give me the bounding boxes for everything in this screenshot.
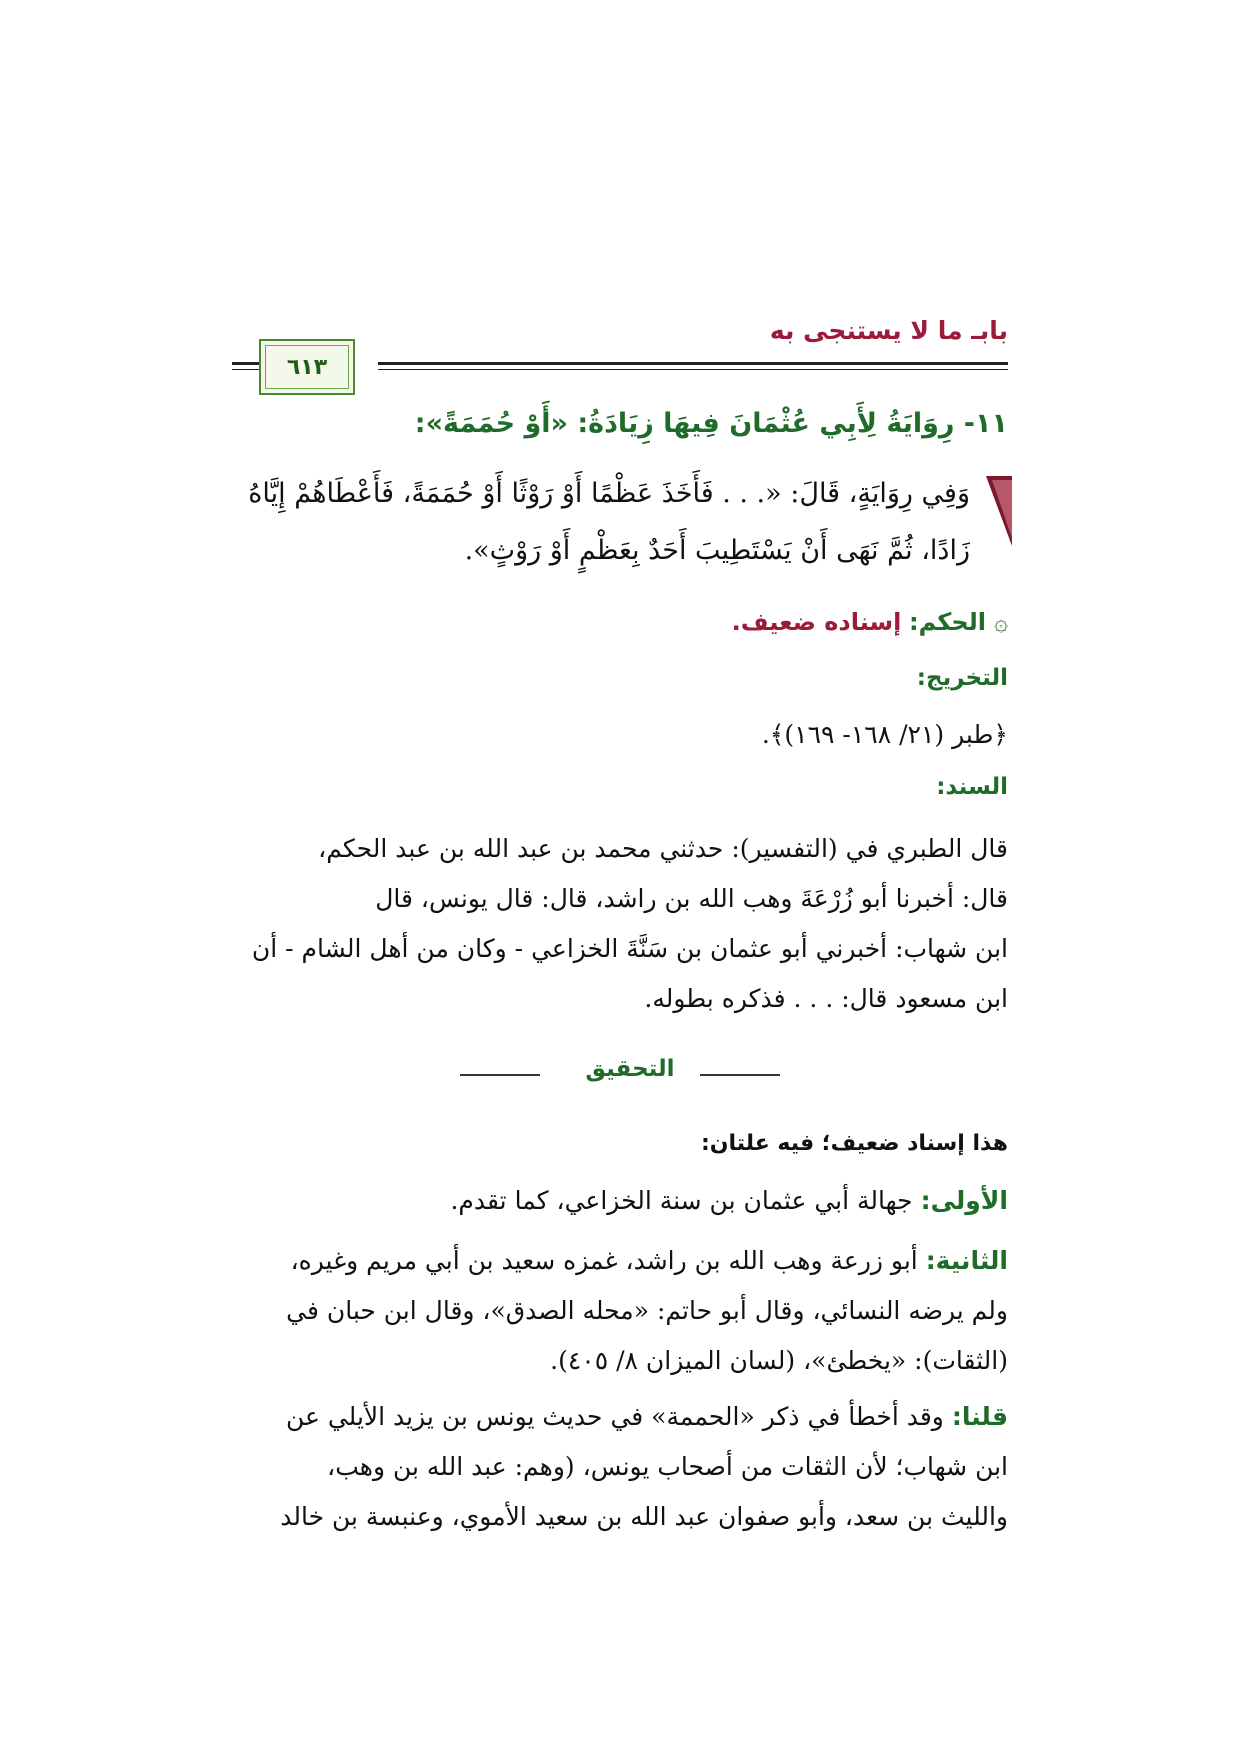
ruling-value: إسناده ضعيف. — [731, 608, 902, 636]
section-heading: ١١- رِوَايَةُ لِأَبِي عُثْمَانَ فِيهَا زِيَادَةُ: «أَوْ حُمَمَةً»: — [414, 408, 1008, 439]
rosette-icon: ۞ — [993, 608, 1008, 636]
header-rule-right-thin — [378, 369, 1008, 370]
header-rule-left-thin — [232, 369, 259, 370]
sanad-line: قال: أخبرنا أبو زُرْعَةَ وهب الله بن راشد، قال: قال يونس، قال — [375, 884, 1008, 913]
first-defect-line — [450, 1186, 1008, 1215]
divider-bar-right — [700, 1074, 780, 1076]
header-rule-right — [378, 362, 1008, 365]
second-defect-label: الثانية: — [925, 1246, 1008, 1275]
qulna-line: ابن شهاب؛ لأن الثقات من أصحاب يونس، (وهم: عبد الله بن وهب، — [327, 1452, 1008, 1481]
second-defect-line — [291, 1246, 1008, 1275]
ruling — [732, 608, 1008, 636]
second-defect-text: أبو زرعة وهب الله بن راشد، غمزه سعيد بن أبي مريم وغيره، — [290, 1246, 918, 1275]
takhrij-label: التخريج: — [916, 665, 1008, 691]
takhrij-reference: ﴿طبر (٢١/ ١٦٨- ١٦٩)﴾. — [761, 720, 1008, 749]
header-rule-left — [232, 362, 259, 365]
chapter-title: بابـ ما لا يستنجى به — [769, 316, 1008, 345]
qulna-line: والليث بن سعد، وأبو صفوان عبد الله بن سعيد الأموي، وعنبسة بن خالد — [280, 1502, 1008, 1531]
first-defect-label: الأولى: — [920, 1186, 1008, 1215]
second-defect-line: ولم يرضه النسائي، وقال أبو حاتم: «محله الصدق»، وقال ابن حبان في — [286, 1296, 1008, 1325]
qulna-label: قلنا: — [951, 1402, 1008, 1431]
page-number-badge — [259, 339, 355, 395]
sanad-line: ابن شهاب: أخبرني أبو عثمان بن سَنَّةَ الخزاعي - وكان من أهل الشام - أن — [251, 934, 1008, 963]
ruling-label: الحكم: — [909, 608, 986, 636]
tahqiq-title: التحقيق — [585, 1056, 675, 1082]
sanad-line: قال الطبري في (التفسير): حدثني محمد بن عبد الله بن عبد الحكم، — [318, 834, 1008, 863]
sanad-label: السند: — [936, 774, 1008, 800]
qulna-text: وقد أخطأ في ذكر «الحممة» في حديث يونس بن يزيد الأيلي عن — [285, 1402, 944, 1431]
second-defect-line: (الثقات): «يخطئ»، (لسان الميزان ٨/ ٤٠٥). — [550, 1346, 1008, 1375]
sanad-line: ابن مسعود قال: . . . فذكره بطوله. — [644, 984, 1008, 1013]
divider-bar-left — [460, 1074, 540, 1076]
narration-line: زَادًا، ثُمَّ نَهَى أَنْ يَسْتَطِيبَ أَحَدٌ بِعَظْمٍ أَوْ رَوْثٍ». — [464, 535, 970, 566]
page-number: ٦١٣ — [286, 354, 328, 380]
narration-line: وَفِي رِوَايَةٍ، قَالَ: «. . . فَأَخَذَ عَظْمًا أَوْ رَوْثًا أَوْ حُمَمَةً، فَأَعْطَاهُمْ إِيَّاهُ — [248, 478, 970, 509]
first-defect-text: جهالة أبي عثمان بن سنة الخزاعي، كما تقدم. — [450, 1186, 913, 1215]
tahqiq-lead: هذا إسناد ضعيف؛ فيه علتان: — [700, 1131, 1008, 1156]
qulna-line — [286, 1402, 1008, 1431]
corner-ornament-icon — [986, 476, 1012, 546]
